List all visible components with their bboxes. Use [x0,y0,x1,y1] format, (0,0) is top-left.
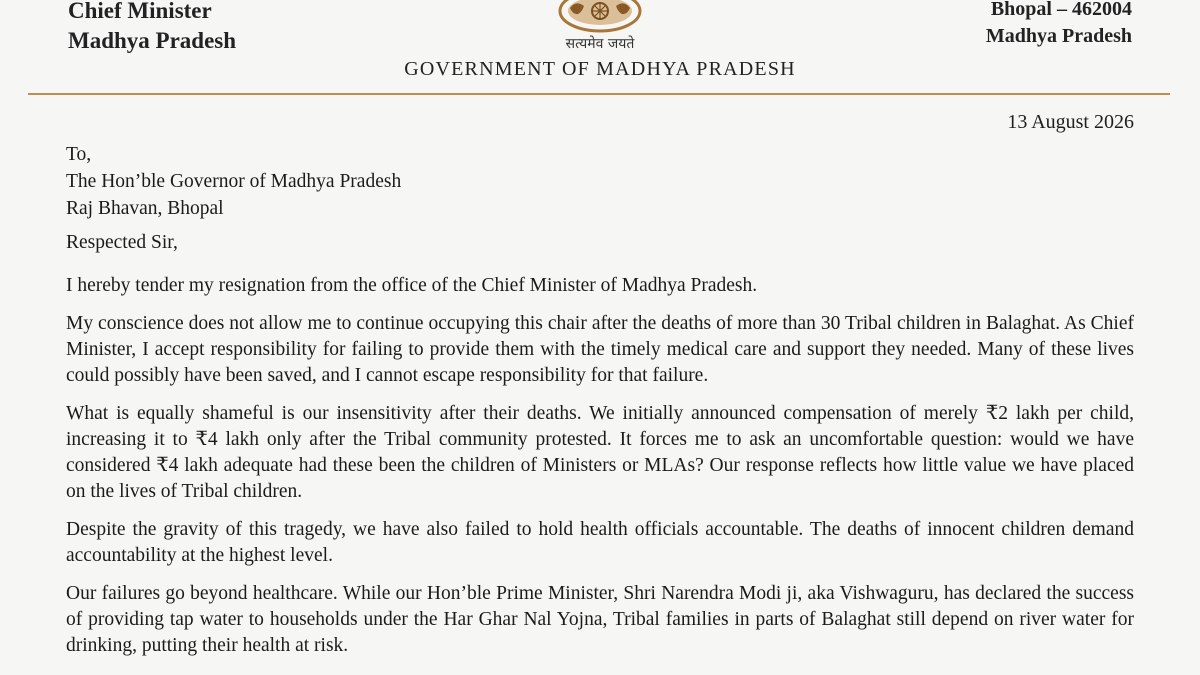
paragraph: I hereby tender my resignation from the office of the Chief Minister of Madhya Pradesh. [66,275,758,296]
sender-state: Madhya Pradesh [68,28,237,53]
to-label: To, [66,144,92,165]
paragraph: What is equally shameful is our insensitivity after their deaths. We initially announced compensation of merely ₹2 lakh per child, increasing it to ₹4 lakh only after the Tribal community protested. It forces me to ask an uncomfortable question: would we have considered ₹4 lakh adequate had these been the children of Ministers or MLAs? Our response reflects how little value we have placed on the lives of Tribal children. [66,403,1134,502]
sender-title: Chief Minister [68,0,212,23]
salutation: Respected Sir, [66,232,178,253]
paragraph: My conscience does not allow me to continue occupying this chair after the deaths of more than 30 Tribal children in Balaghat. As Chief Minister, I accept responsibility for failing to provide them with the timely medical care and support they needed. Many of these lives could possibly have been saved, and I cannot escape responsibility for that failure. [66,313,1134,386]
national-motto: सत्यमेव जयते [565,36,635,52]
letter-date: 13 August 2026 [1007,111,1134,133]
sender-address-state: Madhya Pradesh [985,25,1132,47]
recipient-name: The Hon’ble Governor of Madhya Pradesh [66,171,402,192]
letter-body [66,273,1134,671]
header-divider [28,93,1170,95]
sender-address [986,0,1132,50]
government-title: GOVERNMENT OF MADHYA PRADESH [404,58,796,80]
paragraph: Our failures go beyond healthcare. While our Hon’ble Prime Minister, Shri Narendra Modi ji, aka Vishwaguru, has declared the success of providing tap water to households under the Har Ghar Nal Yojna, Tribal families in parts of Balaghat still depend on river water for drinking, putting their health at risk. [66,583,1134,656]
recipient-address: Raj Bhavan, Bhopal [66,198,224,219]
sender-city-pin: Bhopal – 462004 [990,0,1132,20]
sender-designation [68,0,236,56]
recipient-block [66,141,401,222]
paragraph: Despite the gravity of this tragedy, we have also failed to hold health officials accountable. The deaths of innocent children demand accountability at the highest level. [66,519,1134,566]
